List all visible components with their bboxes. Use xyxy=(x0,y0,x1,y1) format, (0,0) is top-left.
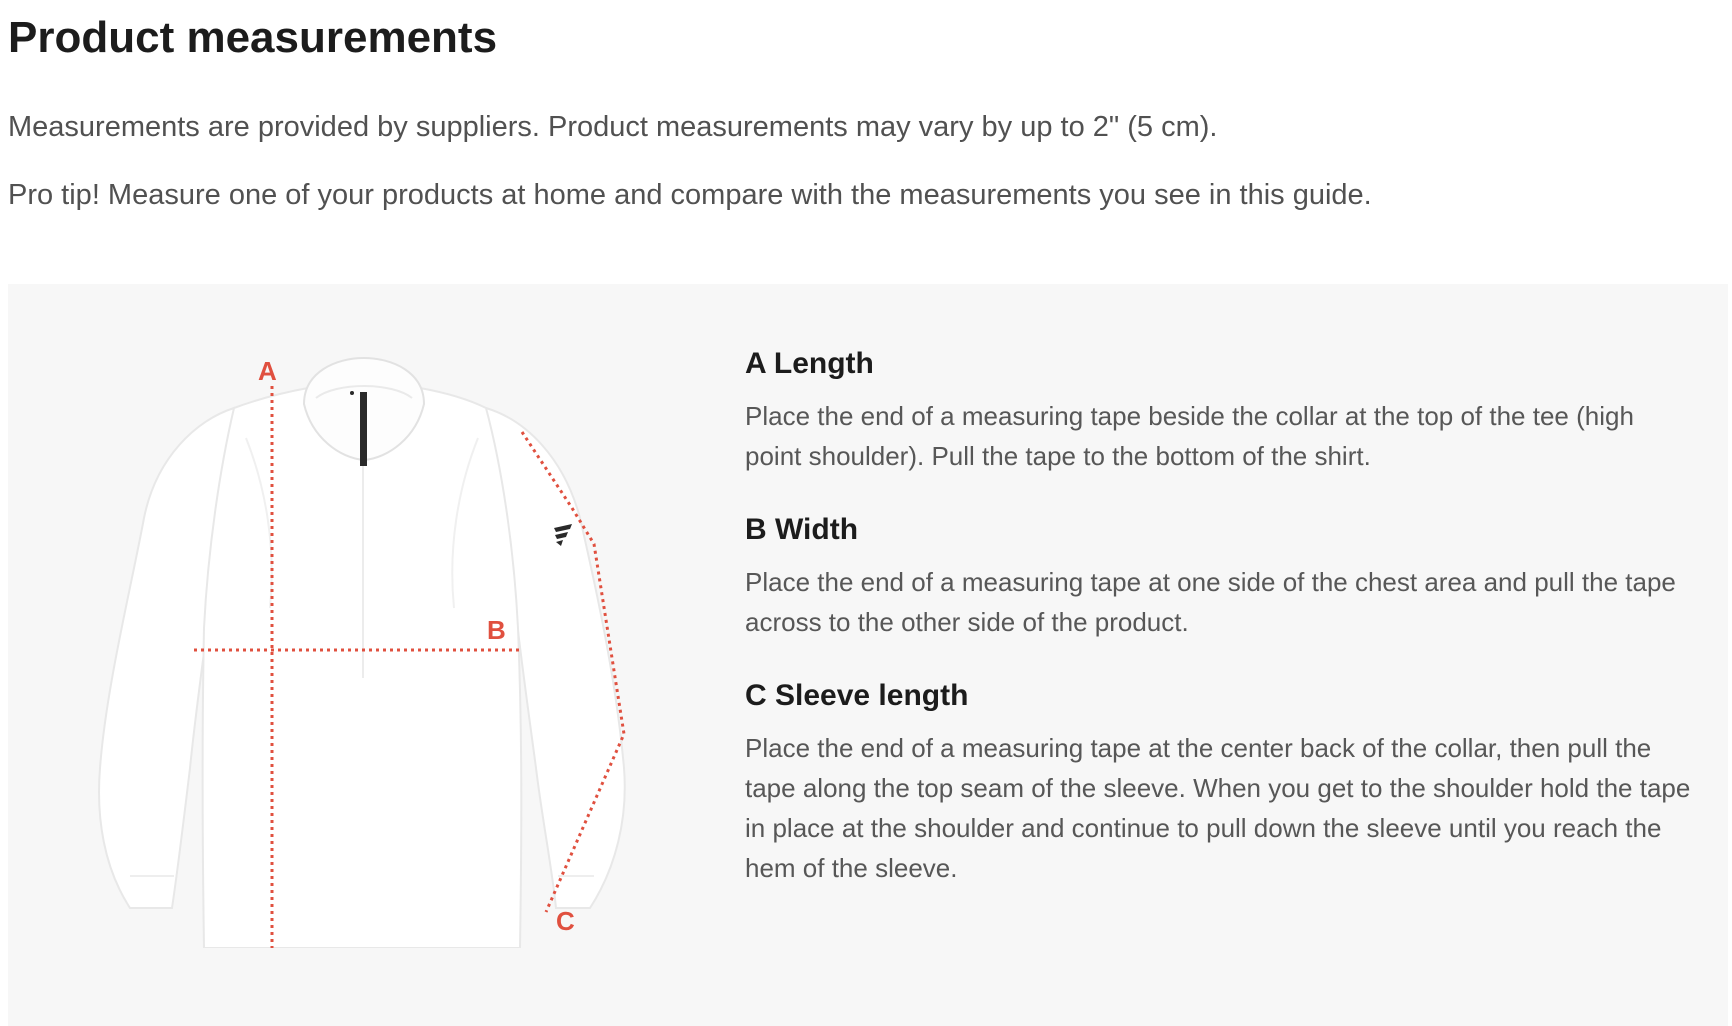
guide-item-length xyxy=(745,342,1695,476)
marker-a: A xyxy=(258,356,277,386)
marker-b: B xyxy=(487,615,506,645)
guide-body-sleeve-length: Place the end of a measuring tape at the center back of the collar, then pull the tape along the top seam of the sleeve. When you get to the shoulder hold the tape in place at the shoulder and continue to pull down the sleeve until you reach the hem of the sleeve. xyxy=(745,733,1691,883)
guide-heading-sleeve-length: C Sleeve length xyxy=(745,679,969,712)
shirt-image xyxy=(99,358,625,948)
intro-text-pro-tip: Pro tip! Measure one of your products at home and compare with the measurements you see in this guide. xyxy=(8,179,1372,211)
guide-body-length: Place the end of a measuring tape beside the collar at the top of the tee (high point shoulder). Pull the tape to the bottom of the shirt. xyxy=(745,401,1634,471)
page-title: Product measurements xyxy=(8,13,498,62)
zipper-pull xyxy=(360,392,367,466)
shirt-measurement-illustration xyxy=(86,348,686,948)
guide-heading-length: A Length xyxy=(745,347,874,380)
measurement-guide-panel xyxy=(8,284,1728,1026)
marker-c: C xyxy=(556,906,575,936)
guide-body-width: Place the end of a measuring tape at one side of the chest area and pull the tape across to the other side of the product. xyxy=(745,567,1676,637)
intro-text-disclaimer: Measurements are provided by suppliers. Product measurements may vary by up to 2" (5 cm). xyxy=(8,111,1218,143)
guide-heading-width: B Width xyxy=(745,513,859,546)
measurement-instructions xyxy=(745,342,1695,888)
guide-item-sleeve-length xyxy=(745,674,1695,888)
guide-item-width xyxy=(745,508,1695,642)
